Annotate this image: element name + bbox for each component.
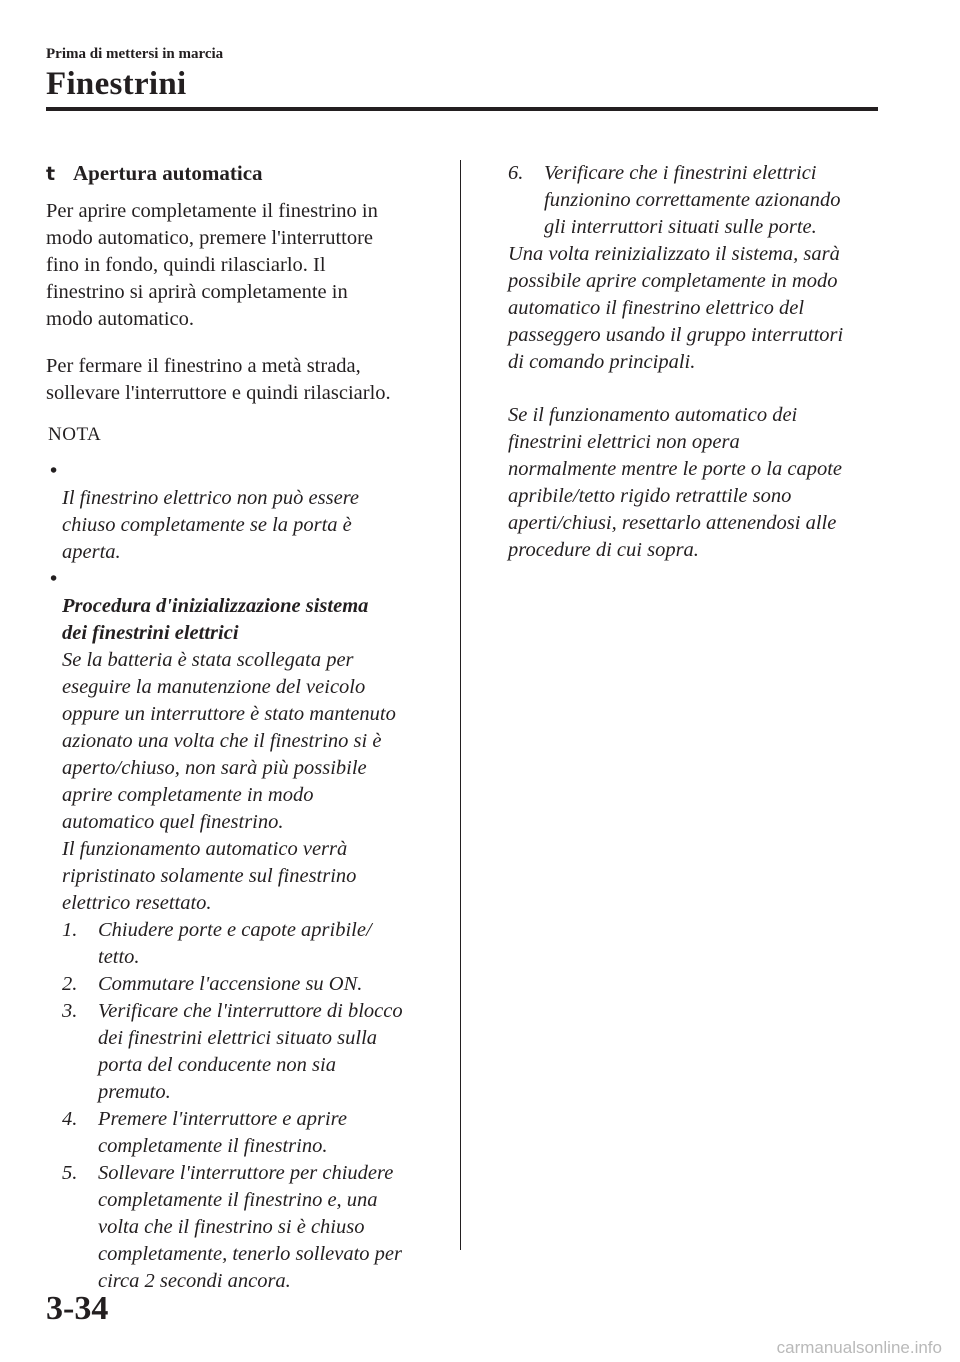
init-procedure-title: Procedura d'inizializzazione sistema dei finestrini elettrici — [62, 595, 369, 644]
title-rule — [46, 107, 878, 111]
step-text: Verificare che l'interruttore di blocco dei finestrini elettrici situato sulla porta del conducente non sia premuto. — [98, 1000, 403, 1103]
page-number: 3-34 — [46, 1290, 109, 1327]
watermark: carmanualsonline.info — [776, 1338, 942, 1357]
step-text: Premere l'interruttore e aprire completamente il finestrino. — [98, 1108, 348, 1157]
procedure-step — [46, 998, 446, 1106]
bullet-dot-icon: • — [50, 460, 58, 482]
paragraph-reset-advice: Se il funzionamento automatico dei finestrini elettrici non opera normalmente mentre le porte o la capote apribile/tetto rigido retrattile sono aperti/chiusi, resettarlo attenendosi alle procedure di cui sopra. — [508, 404, 842, 561]
paragraph-open-instructions: Per aprire completamente il finestrino in modo automatico, premere l'interruttore fino in fondo, quindi rilasciarlo. Il finestrino si aprirà completamente in modo automatico. — [46, 200, 378, 330]
init-procedure-steps-continued — [508, 160, 888, 241]
note-bullet-text: Il finestrino elettrico non può essere chiuso completamente se la porta è aperta. — [62, 487, 360, 563]
init-procedure-steps — [46, 917, 446, 1295]
step-number: 6. — [508, 162, 524, 184]
procedure-step — [508, 160, 888, 241]
page-title: Finestrini — [46, 66, 187, 102]
step-number: 1. — [62, 919, 78, 941]
procedure-step — [46, 917, 446, 971]
step-text: Chiudere porte e capote apribile/ tetto. — [98, 919, 372, 968]
right-column — [508, 160, 888, 590]
paragraph-reinit-result: Una volta reinizializzato il sistema, sarà possibile aprire completamente in modo automatico il finestrino elettrico del passeggero usando il gruppo interruttori di comando principali. — [508, 243, 844, 373]
step-number: 5. — [62, 1162, 78, 1184]
bullet-dot-icon: • — [50, 568, 58, 590]
column-divider — [460, 160, 461, 1250]
note-bullet-init-procedure — [46, 566, 446, 647]
procedure-step — [46, 1106, 446, 1160]
section-label: Prima di mettersi in marcia — [46, 46, 224, 62]
procedure-step — [46, 971, 446, 998]
section-bullet-icon: t — [46, 163, 56, 185]
init-procedure-intro: Se la batteria è stata scollegata per eseguire la manutenzione del veicolo oppure un interruttore è stato mantenuto azionato una volta che il finestrino si è aperto/chiuso, non sarà più possibile aprire completamente in modo automatico quel finestrino. — [62, 649, 396, 833]
step-text: Commutare l'accensione su ON. — [98, 973, 363, 995]
subheading-automatic-opening — [46, 160, 446, 188]
subheading-text: Apertura automatica — [73, 161, 263, 185]
step-text: Sollevare l'interruttore per chiudere completamente il finestrino e, una volta che il finestrino si è chiuso completamente, tenerlo sollevato per circa 2 secondi ancora. — [98, 1162, 402, 1292]
procedure-step — [46, 1160, 446, 1295]
left-column — [46, 160, 446, 1295]
step-number: 4. — [62, 1108, 78, 1130]
step-text: Verificare che i finestrini elettrici funzionino correttamente azionando gli interruttori situati sulle porte. — [544, 162, 841, 238]
note-label: NOTA — [48, 424, 102, 445]
step-number: 2. — [62, 973, 78, 995]
paragraph-stop-instructions: Per fermare il finestrino a metà strada, sollevare l'interruttore e quindi rilasciarlo. — [46, 355, 391, 404]
init-procedure-note: Il funzionamento automatico verrà ripristinato solamente sul finestrino elettrico resettato. — [62, 838, 357, 914]
note-bullet-door-open — [46, 458, 446, 566]
step-number: 3. — [62, 1000, 78, 1022]
